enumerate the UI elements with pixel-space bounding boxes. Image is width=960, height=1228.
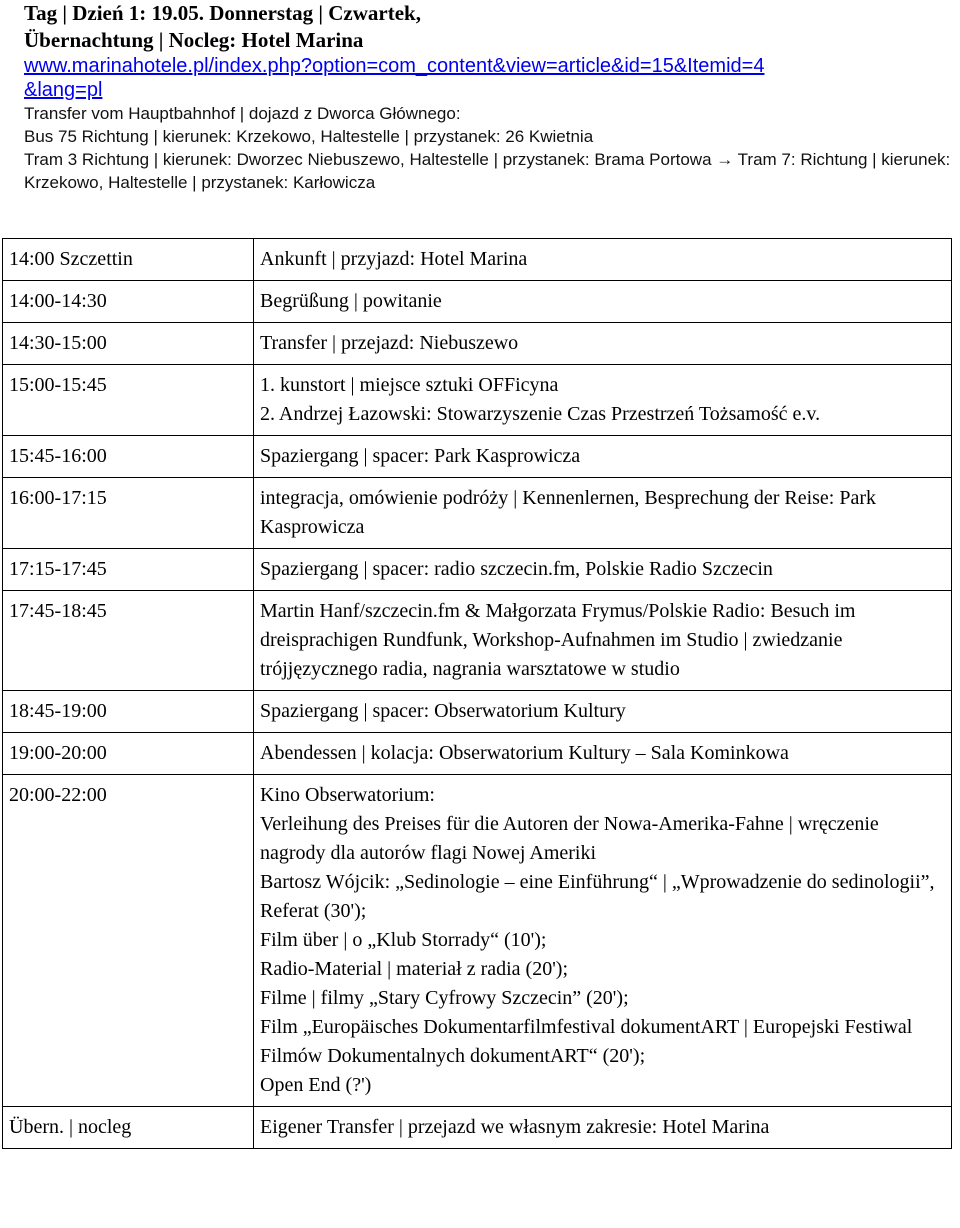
schedule-time: 14:00 Szczettin	[3, 239, 254, 281]
schedule-time: 19:00-20:00	[3, 733, 254, 775]
hotel-link-line-1[interactable]: www.marinahotele.pl/index.php?option=com_content&view=article&id=15&Itemid=4	[24, 55, 765, 77]
schedule-row	[3, 1107, 952, 1149]
schedule-description-line: Open End (?')	[260, 1074, 372, 1096]
schedule-description	[254, 239, 952, 281]
schedule-description-line: 2. Andrzej Łazowski: Stowarzyszenie Czas Przestrzeń Tożsamość e.v.	[260, 403, 821, 425]
schedule-description-line: Verleihung des Preises für die Autoren der Nowa-Amerika-Fahne | wręczenie nagrody dla autorów flagi Nowej Ameriki	[260, 813, 879, 864]
schedule-time: 18:45-19:00	[3, 691, 254, 733]
schedule-time: 15:00-15:45	[3, 365, 254, 436]
schedule-row	[3, 323, 952, 365]
schedule-description	[254, 323, 952, 365]
document-header	[24, 0, 960, 194]
schedule-time: 14:00-14:30	[3, 281, 254, 323]
schedule-description-line: Filme | filmy „Stary Cyfrowy Szczecin” (20');	[260, 987, 629, 1009]
schedule-description-line: Film „Europäisches Dokumentarfilmfestival dokumentART | Europejski Festiwal Filmów Dokumentalnych dokumentART“ (20');	[260, 1016, 913, 1067]
schedule-description-line: Martin Hanf/szczecin.fm & Małgorzata Frymus/Polskie Radio: Besuch im dreisprachigen Rundfunk, Workshop-Aufnahmen im Studio | zwiedzanie trójjęzycznego radia, nagrania warsztatowe w studio	[260, 600, 856, 680]
schedule-row	[3, 478, 952, 549]
schedule-description-line: integracja, omówienie podróży | Kennenlernen, Besprechung der Reise: Park Kasprowicza	[260, 487, 877, 538]
schedule-time: 17:15-17:45	[3, 549, 254, 591]
schedule-description-line: Spaziergang | spacer: Park Kasprowicza	[260, 445, 581, 467]
bus-directions: Bus 75 Richtung | kierunek: Krzekowo, Haltestelle | przystanek: 26 Kwietnia	[24, 127, 594, 146]
schedule-description	[254, 549, 952, 591]
schedule-time: 15:45-16:00	[3, 436, 254, 478]
schedule-row	[3, 591, 952, 691]
schedule-description-line: Film über | o „Klub Storrady“ (10');	[260, 929, 547, 951]
schedule-description	[254, 436, 952, 478]
schedule-description-line: Spaziergang | spacer: Obserwatorium Kultury	[260, 700, 626, 722]
schedule-description-line: 1. kunstort | miejsce sztuki OFFicyna	[260, 374, 559, 396]
schedule-description	[254, 591, 952, 691]
schedule-description-line: Eigener Transfer | przejazd we własnym zakresie: Hotel Marina	[260, 1116, 770, 1138]
schedule-row	[3, 691, 952, 733]
schedule-row	[3, 281, 952, 323]
transfer-heading: Transfer vom Hauptbahnhof | dojazd z Dworca Głównego:	[24, 104, 461, 123]
schedule-description-line: Abendessen | kolacja: Obserwatorium Kultury – Sala Kominkowa	[260, 742, 789, 764]
hotel-link-line-2[interactable]: &lang=pl	[24, 79, 103, 101]
schedule-table	[2, 238, 952, 1149]
schedule-description-line: Spaziergang | spacer: radio szczecin.fm, Polskie Radio Szczecin	[260, 558, 773, 580]
schedule-row	[3, 775, 952, 1107]
schedule-body	[3, 239, 952, 1149]
page-title-line-2: Übernachtung | Nocleg: Hotel Marina	[24, 28, 364, 52]
schedule-description-line: Ankunft | przyjazd: Hotel Marina	[260, 248, 528, 270]
schedule-time: 17:45-18:45	[3, 591, 254, 691]
schedule-description-line: Transfer | przejazd: Niebuszewo	[260, 332, 519, 354]
schedule-description	[254, 775, 952, 1107]
schedule-row	[3, 239, 952, 281]
schedule-time: 14:30-15:00	[3, 323, 254, 365]
schedule-description-line: Bartosz Wójcik: „Sedinologie – eine Einführung“ | „Wprowadzenie do sedinologii”, Referat (30');	[260, 871, 935, 922]
schedule-row	[3, 733, 952, 775]
schedule-description	[254, 691, 952, 733]
schedule-description-line: Radio-Material | materiał z radia (20');	[260, 958, 569, 980]
schedule-description	[254, 1107, 952, 1149]
schedule-description	[254, 281, 952, 323]
schedule-description	[254, 733, 952, 775]
schedule-row	[3, 549, 952, 591]
schedule-description-line: Begrüßung | powitanie	[260, 290, 442, 312]
schedule-description	[254, 365, 952, 436]
schedule-time: 16:00-17:15	[3, 478, 254, 549]
schedule-row	[3, 436, 952, 478]
page-title-line-1: Tag | Dzień 1: 19.05. Donnerstag | Czwartek,	[24, 1, 421, 25]
schedule-description-line: Kino Obserwatorium:	[260, 784, 435, 806]
schedule-time: 20:00-22:00	[3, 775, 254, 1107]
schedule-row	[3, 365, 952, 436]
schedule-description	[254, 478, 952, 549]
schedule-time: Übern. | nocleg	[3, 1107, 254, 1149]
tram-directions: Tram 3 Richtung | kierunek: Dworzec Niebuszewo, Haltestelle | przystanek: Brama Portowa → Tram 7: Richtung | kierunek: Krzekowo, Haltestelle | przystanek: Karłowicza	[24, 150, 951, 192]
